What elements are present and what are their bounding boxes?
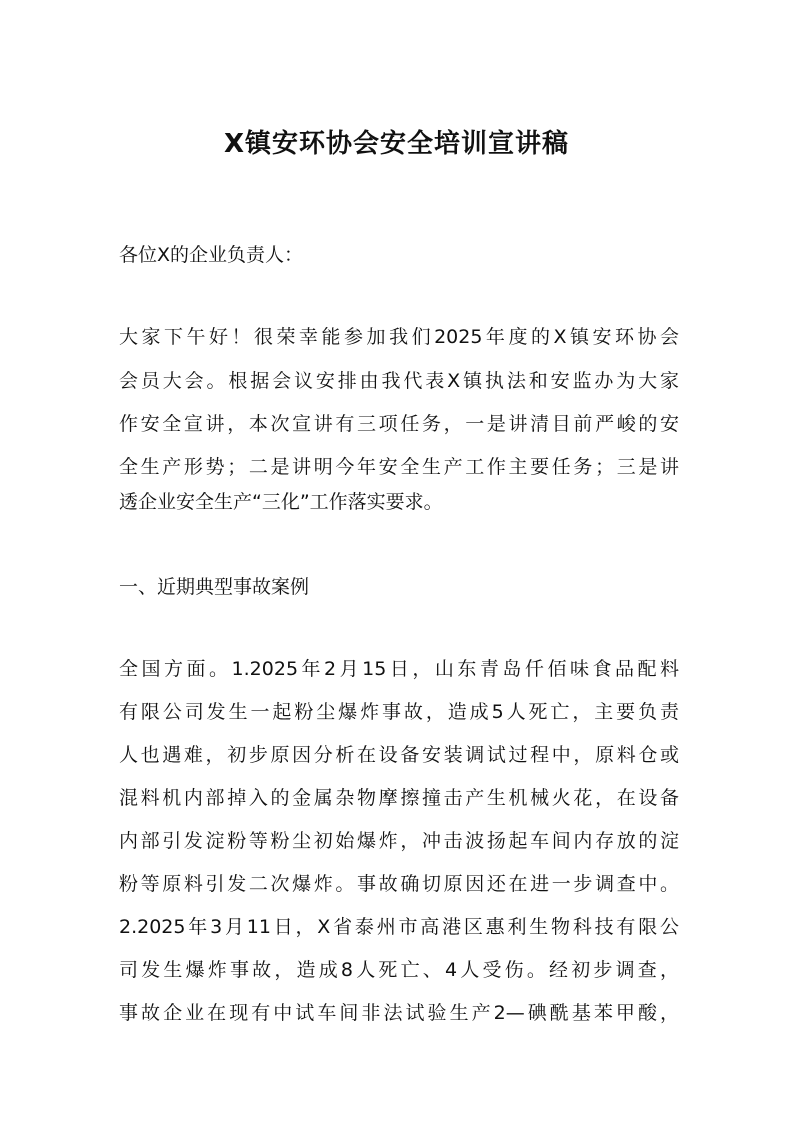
intro-line-5: 透企业安全生产“三化”工作落实要求。	[119, 491, 443, 513]
body-line-8: 司发生爆炸事故，造成8人死亡、4人受伤。经初步调查，	[119, 959, 679, 981]
body-line-7: 2.2025年3月11日，X省泰州市高港区惠利生物科技有限公	[119, 916, 679, 938]
body-line-2: 有限公司发生一起粉尘爆炸事故，造成5人死亡，主要负责	[119, 701, 679, 723]
intro-line-4: 全生产形势；二是讲明今年安全生产工作主要任务；三是讲	[119, 456, 679, 478]
body-line-6: 粉等原料引发二次爆炸。事故确切原因还在进一步调查中。	[119, 873, 679, 895]
body-line-3: 人也遇难，初步原因分析在设备安装调试过程中，原料仓或	[119, 744, 679, 766]
body-line-5: 内部引发淀粉等粉尘初始爆炸，冲击波扬起车间内存放的淀	[119, 830, 679, 852]
document-title: X镇安环协会安全培训宣讲稿	[223, 129, 570, 159]
intro-line-2: 会员大会。根据会议安排由我代表X镇执法和安监办为大家	[119, 370, 679, 392]
salutation: 各位X的企业负责人：	[119, 244, 304, 266]
body-line-9: 事故企业在现有中试车间非法试验生产2—碘酰基苯甲酸，	[119, 1002, 679, 1024]
intro-line-1: 大家下午好！很荣幸能参加我们2025年度的X镇安环协会	[119, 326, 679, 348]
section-heading: 一、近期典型事故案例	[119, 576, 310, 598]
body-line-4: 混料机内部掉入的金属杂物摩擦撞击产生机械火花，在设备	[119, 787, 679, 809]
intro-line-3: 作安全宣讲，本次宣讲有三项任务，一是讲清目前严峻的安	[119, 413, 679, 435]
body-line-1: 全国方面。1.2025年2月15日，山东青岛仟佰味食品配料	[119, 658, 679, 680]
